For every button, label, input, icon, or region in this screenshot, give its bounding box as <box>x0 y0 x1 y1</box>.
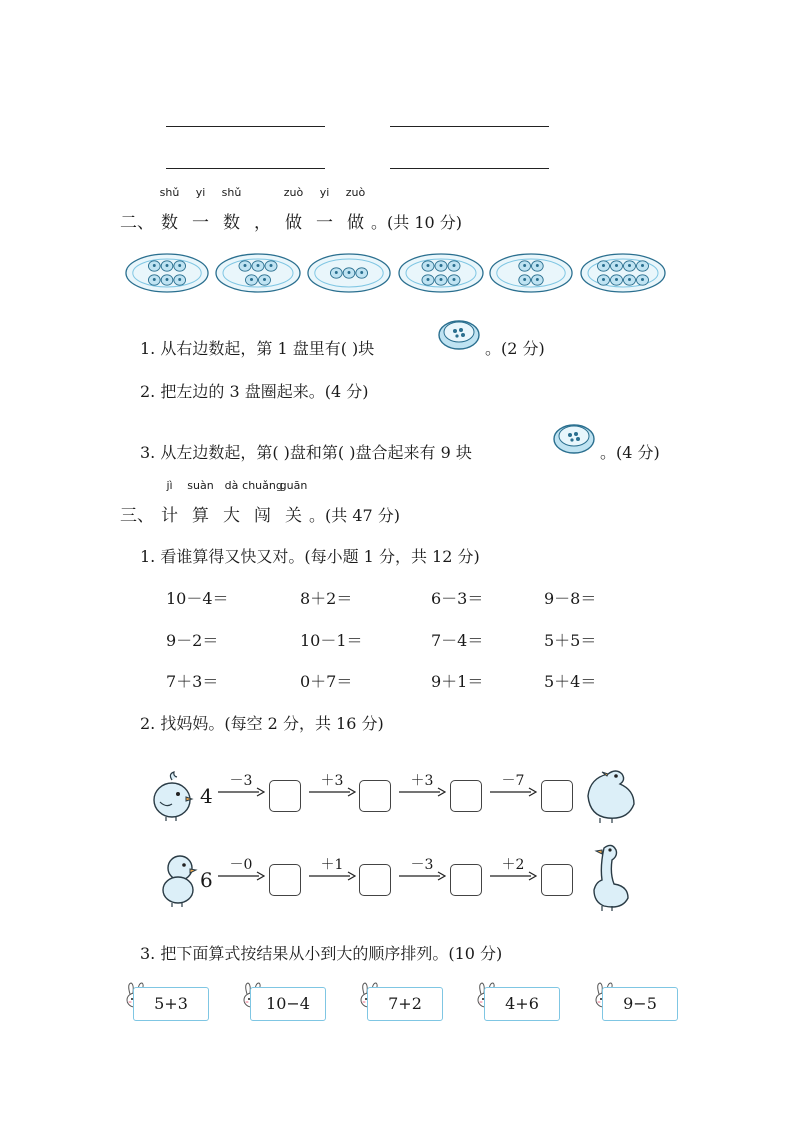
title-char: 数 shǔ <box>221 186 242 233</box>
pinyin: chuǎng <box>242 479 283 492</box>
plate-of-bowls <box>214 252 302 294</box>
plate-of-bowls <box>124 252 210 294</box>
title-char: 做 zuò <box>345 186 366 233</box>
expression-card[interactable]: 7+2 <box>367 987 443 1021</box>
answer-box[interactable] <box>450 864 482 896</box>
pinyin: shǔ <box>221 186 242 199</box>
equation: 10－1＝ <box>300 631 363 650</box>
equation: 7＋3＝ <box>166 672 219 691</box>
operation-arrow <box>489 772 537 802</box>
answer-line-3 <box>166 168 325 169</box>
sec2-question-3: 3. 从左边数起，第( )盘和第( )盘合起来有 9 块 <box>140 443 472 462</box>
operation-label: －3 <box>410 857 434 873</box>
operation-label: ＋2 <box>501 857 525 873</box>
hen-icon <box>578 766 640 824</box>
answer-box[interactable] <box>359 864 391 896</box>
expression-card[interactable]: 10−4 <box>250 987 326 1021</box>
title-char: 计 jì <box>161 479 178 526</box>
equation: 5＋4＝ <box>544 672 597 691</box>
title-char: 数 shǔ <box>159 186 180 233</box>
sec3-question-3: 3. 把下面算式按结果从小到大的顺序排列。(10 分) <box>140 944 503 963</box>
operation-label: －0 <box>229 857 253 873</box>
answer-box[interactable] <box>541 780 573 812</box>
expression-card[interactable]: 5+3 <box>133 987 209 1021</box>
pinyin: shǔ <box>159 186 180 199</box>
sec2-question-1: 1. 从右边数起，第 1 盘里有( )块 <box>140 339 375 358</box>
pinyin: zuò <box>283 186 304 199</box>
pinyin: jì <box>166 479 173 492</box>
sec3-question-2: 2. 找妈妈。(每空 2 分，共 16 分) <box>140 714 384 733</box>
title-char: 关 guān <box>279 479 308 526</box>
operation-arrow <box>308 856 356 886</box>
chain-start-number: 6 <box>200 868 213 892</box>
sec2-question-3-end: 。(4 分) <box>600 443 660 462</box>
operation-label: ＋3 <box>320 773 344 789</box>
operation-label: －3 <box>229 773 253 789</box>
equation: 9－2＝ <box>166 631 219 650</box>
sec2-question-1-end: 。(2 分) <box>485 339 545 358</box>
sec3-question-1: 1. 看谁算得又快又对。(每小题 1 分，共 12 分) <box>140 547 480 566</box>
operation-label: －7 <box>501 773 525 789</box>
answer-box[interactable] <box>541 864 573 896</box>
plate-of-bowls <box>579 252 667 294</box>
title-char: ， <box>254 213 271 233</box>
section-3-title: 三、 计 jì 算 suàn 大 dà 闯 chuǎng 关 guān 。(共 47 分) <box>120 479 401 526</box>
pinyin: guān <box>279 479 308 492</box>
sec2-question-2: 2. 把左边的 3 盘圈起来。(4 分) <box>140 382 369 401</box>
chain-start-number: 4 <box>200 784 213 808</box>
answer-box[interactable] <box>359 780 391 812</box>
answer-box[interactable] <box>269 864 301 896</box>
equation: 9＋1＝ <box>431 672 484 691</box>
chick-icon <box>148 770 194 822</box>
equation: 9－8＝ <box>544 589 597 608</box>
operation-label: ＋1 <box>320 857 344 873</box>
plate-of-bowls <box>488 252 574 294</box>
pinyin: dà <box>224 479 239 492</box>
equation: 6－3＝ <box>431 589 484 608</box>
equation: 5＋5＝ <box>544 631 597 650</box>
pinyin: yi <box>319 186 330 199</box>
title-char: 一 yi <box>192 186 209 233</box>
operation-arrow <box>217 856 265 886</box>
pinyin: zuò <box>345 186 366 199</box>
equation: 0＋7＝ <box>300 672 353 691</box>
expression-card[interactable]: 9−5 <box>602 987 678 1021</box>
expression-card[interactable]: 4+6 <box>484 987 560 1021</box>
answer-box[interactable] <box>450 780 482 812</box>
equation: 8＋2＝ <box>300 589 353 608</box>
operation-arrow <box>398 856 446 886</box>
pinyin: yi <box>195 186 206 199</box>
title-char: 一 yi <box>316 186 333 233</box>
answer-box[interactable] <box>269 780 301 812</box>
bowl-icon <box>437 318 481 352</box>
operation-arrow <box>308 772 356 802</box>
equation: 7－4＝ <box>431 631 484 650</box>
duckling-icon <box>158 852 198 908</box>
title-char: 大 dà <box>223 479 240 526</box>
operation-arrow <box>489 856 537 886</box>
operation-arrow <box>398 772 446 802</box>
title-char: 算 suàn <box>187 479 214 526</box>
answer-line-1 <box>166 126 325 127</box>
operation-arrow <box>217 772 265 802</box>
section-2-title: 二、 数 shǔ 一 yi 数 shǔ ， 做 zuò 一 yi 做 zuò 。(共 10 分) <box>120 186 463 233</box>
operation-label: ＋3 <box>410 773 434 789</box>
goose-icon <box>588 842 632 912</box>
answer-line-4 <box>390 168 549 169</box>
title-char: 做 zuò <box>283 186 304 233</box>
equation: 10－4＝ <box>166 589 229 608</box>
bowl-icon <box>552 422 596 456</box>
plate-of-bowls <box>397 252 485 294</box>
title-char: 闯 chuǎng <box>242 479 283 526</box>
pinyin: suàn <box>187 479 214 492</box>
answer-line-2 <box>390 126 549 127</box>
plate-of-bowls <box>306 252 392 294</box>
